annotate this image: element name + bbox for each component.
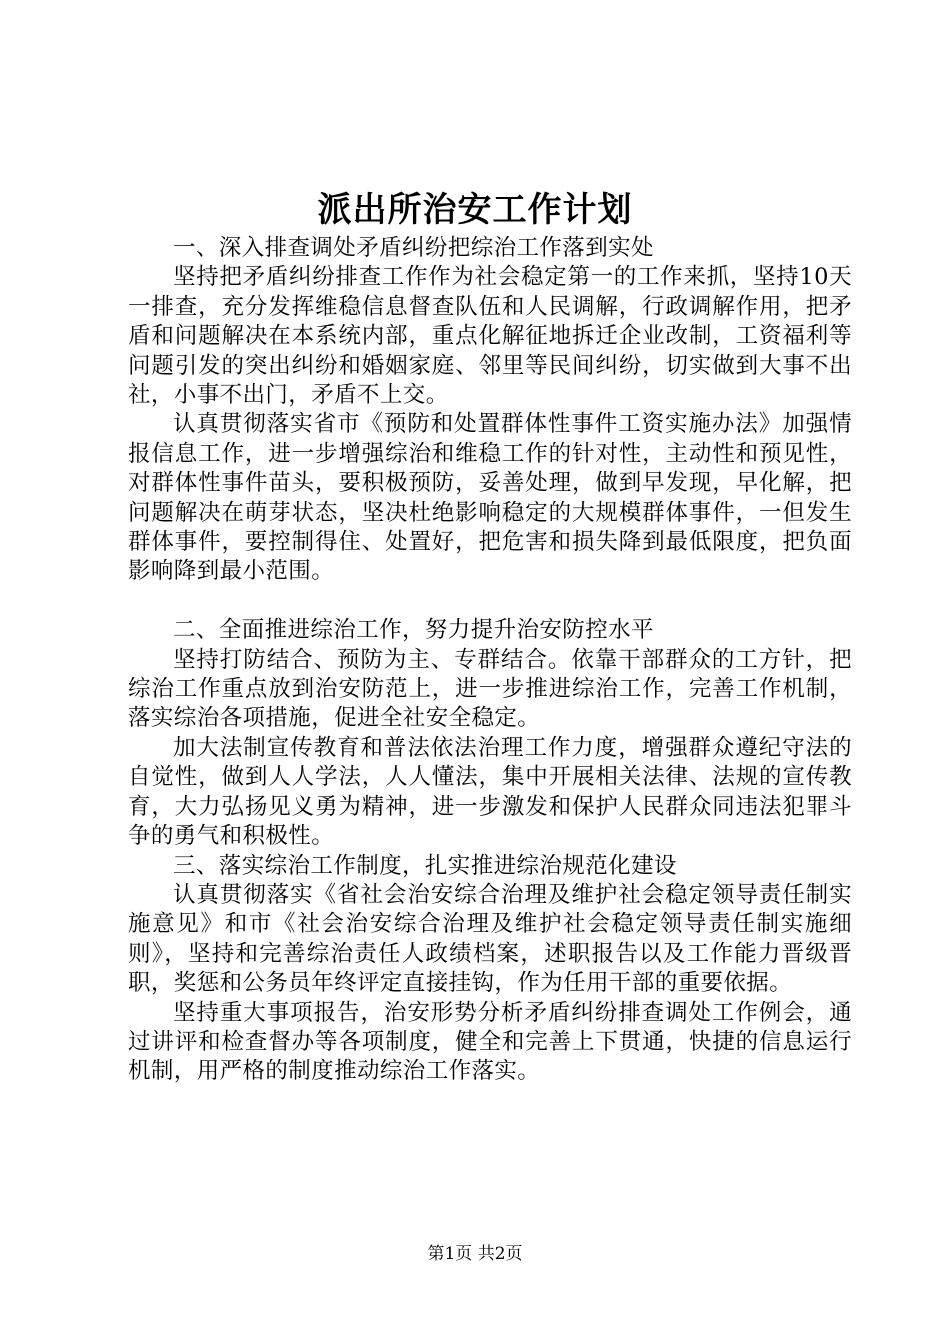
section-heading-3: 三、落实综治工作制度，扎实推进综治规范化建设	[173, 852, 677, 879]
paragraph: 认真贯彻落实省市《预防和处置群体性事件工资实施办法》加强情报信息工作，进一步增强综治和维稳工作的针对性，主动性和预见性，对群体性事件苗头，要积极预防，妥善处理，做到早发现，早化解，把问题解决在萌芽状态，坚决杜绝影响稳定的大规模群体事件，一但发生群体事件，要控制得住、处置好，把危害和损失降到最低限度，把负面影响降到最小范围。	[128, 411, 852, 585]
section-heading-1: 一、深入排查调处矛盾纠纷把综治工作落到实处	[173, 235, 654, 261]
paragraph: 坚持把矛盾纠纷排查工作作为社会稳定第一的工作来抓，坚持10天一排查，充分发挥维稳信息督查队伍和人民调解，行政调解作用，把矛盾和问题解决在本系统内部，重点化解征地拆迁企业改制，工资福利等问题引发的突出纠纷和婚姻家庭、邻里等民间纠纷，切实做到大事不出社，小事不出门，矛盾不上交。	[128, 264, 852, 409]
page-footer: 第1页 共2页	[427, 1244, 523, 1264]
document-title: 派出所治安工作计划	[317, 190, 633, 230]
document-body	[128, 234, 852, 1087]
paragraph: 坚持重大事项报告，治安形势分析矛盾纠纷排查调处工作例会，通过讲评和检查督办等各项制度，健全和完善上下贯通，快捷的信息运行机制，用严格的制度推动综治工作落实。	[128, 999, 852, 1085]
paragraph: 加大法制宣传教育和普法依法治理工作力度，增强群众遵纪守法的自觉性，做到人人学法，人人懂法，集中开展相关法律、法规的宣传教育，大力弘扬见义勇为精神，进一步激发和保护人民群众同违法犯罪斗争的勇气和积极性。	[128, 734, 852, 850]
paragraph: 坚持打防结合、预防为主、专群结合。依靠干部群众的工方针，把综治工作重点放到治安防范上，进一步推进综治工作，完善工作机制，落实综治各项措施，促进全社安全稳定。	[128, 646, 852, 732]
paragraph: 认真贯彻落实《省社会治安综合治理及维护社会稳定领导责任制实施意见》和市《社会治安综合治理及维护社会稳定领导责任制实施细则》，坚持和完善综治责任人政绩档案，述职报告以及工作能力晋级晋职，奖惩和公务员年终评定直接挂钩，作为任用干部的重要依据。	[128, 881, 852, 997]
section-heading-2: 二、全面推进综治工作，努力提升治安防控水平	[173, 617, 654, 644]
